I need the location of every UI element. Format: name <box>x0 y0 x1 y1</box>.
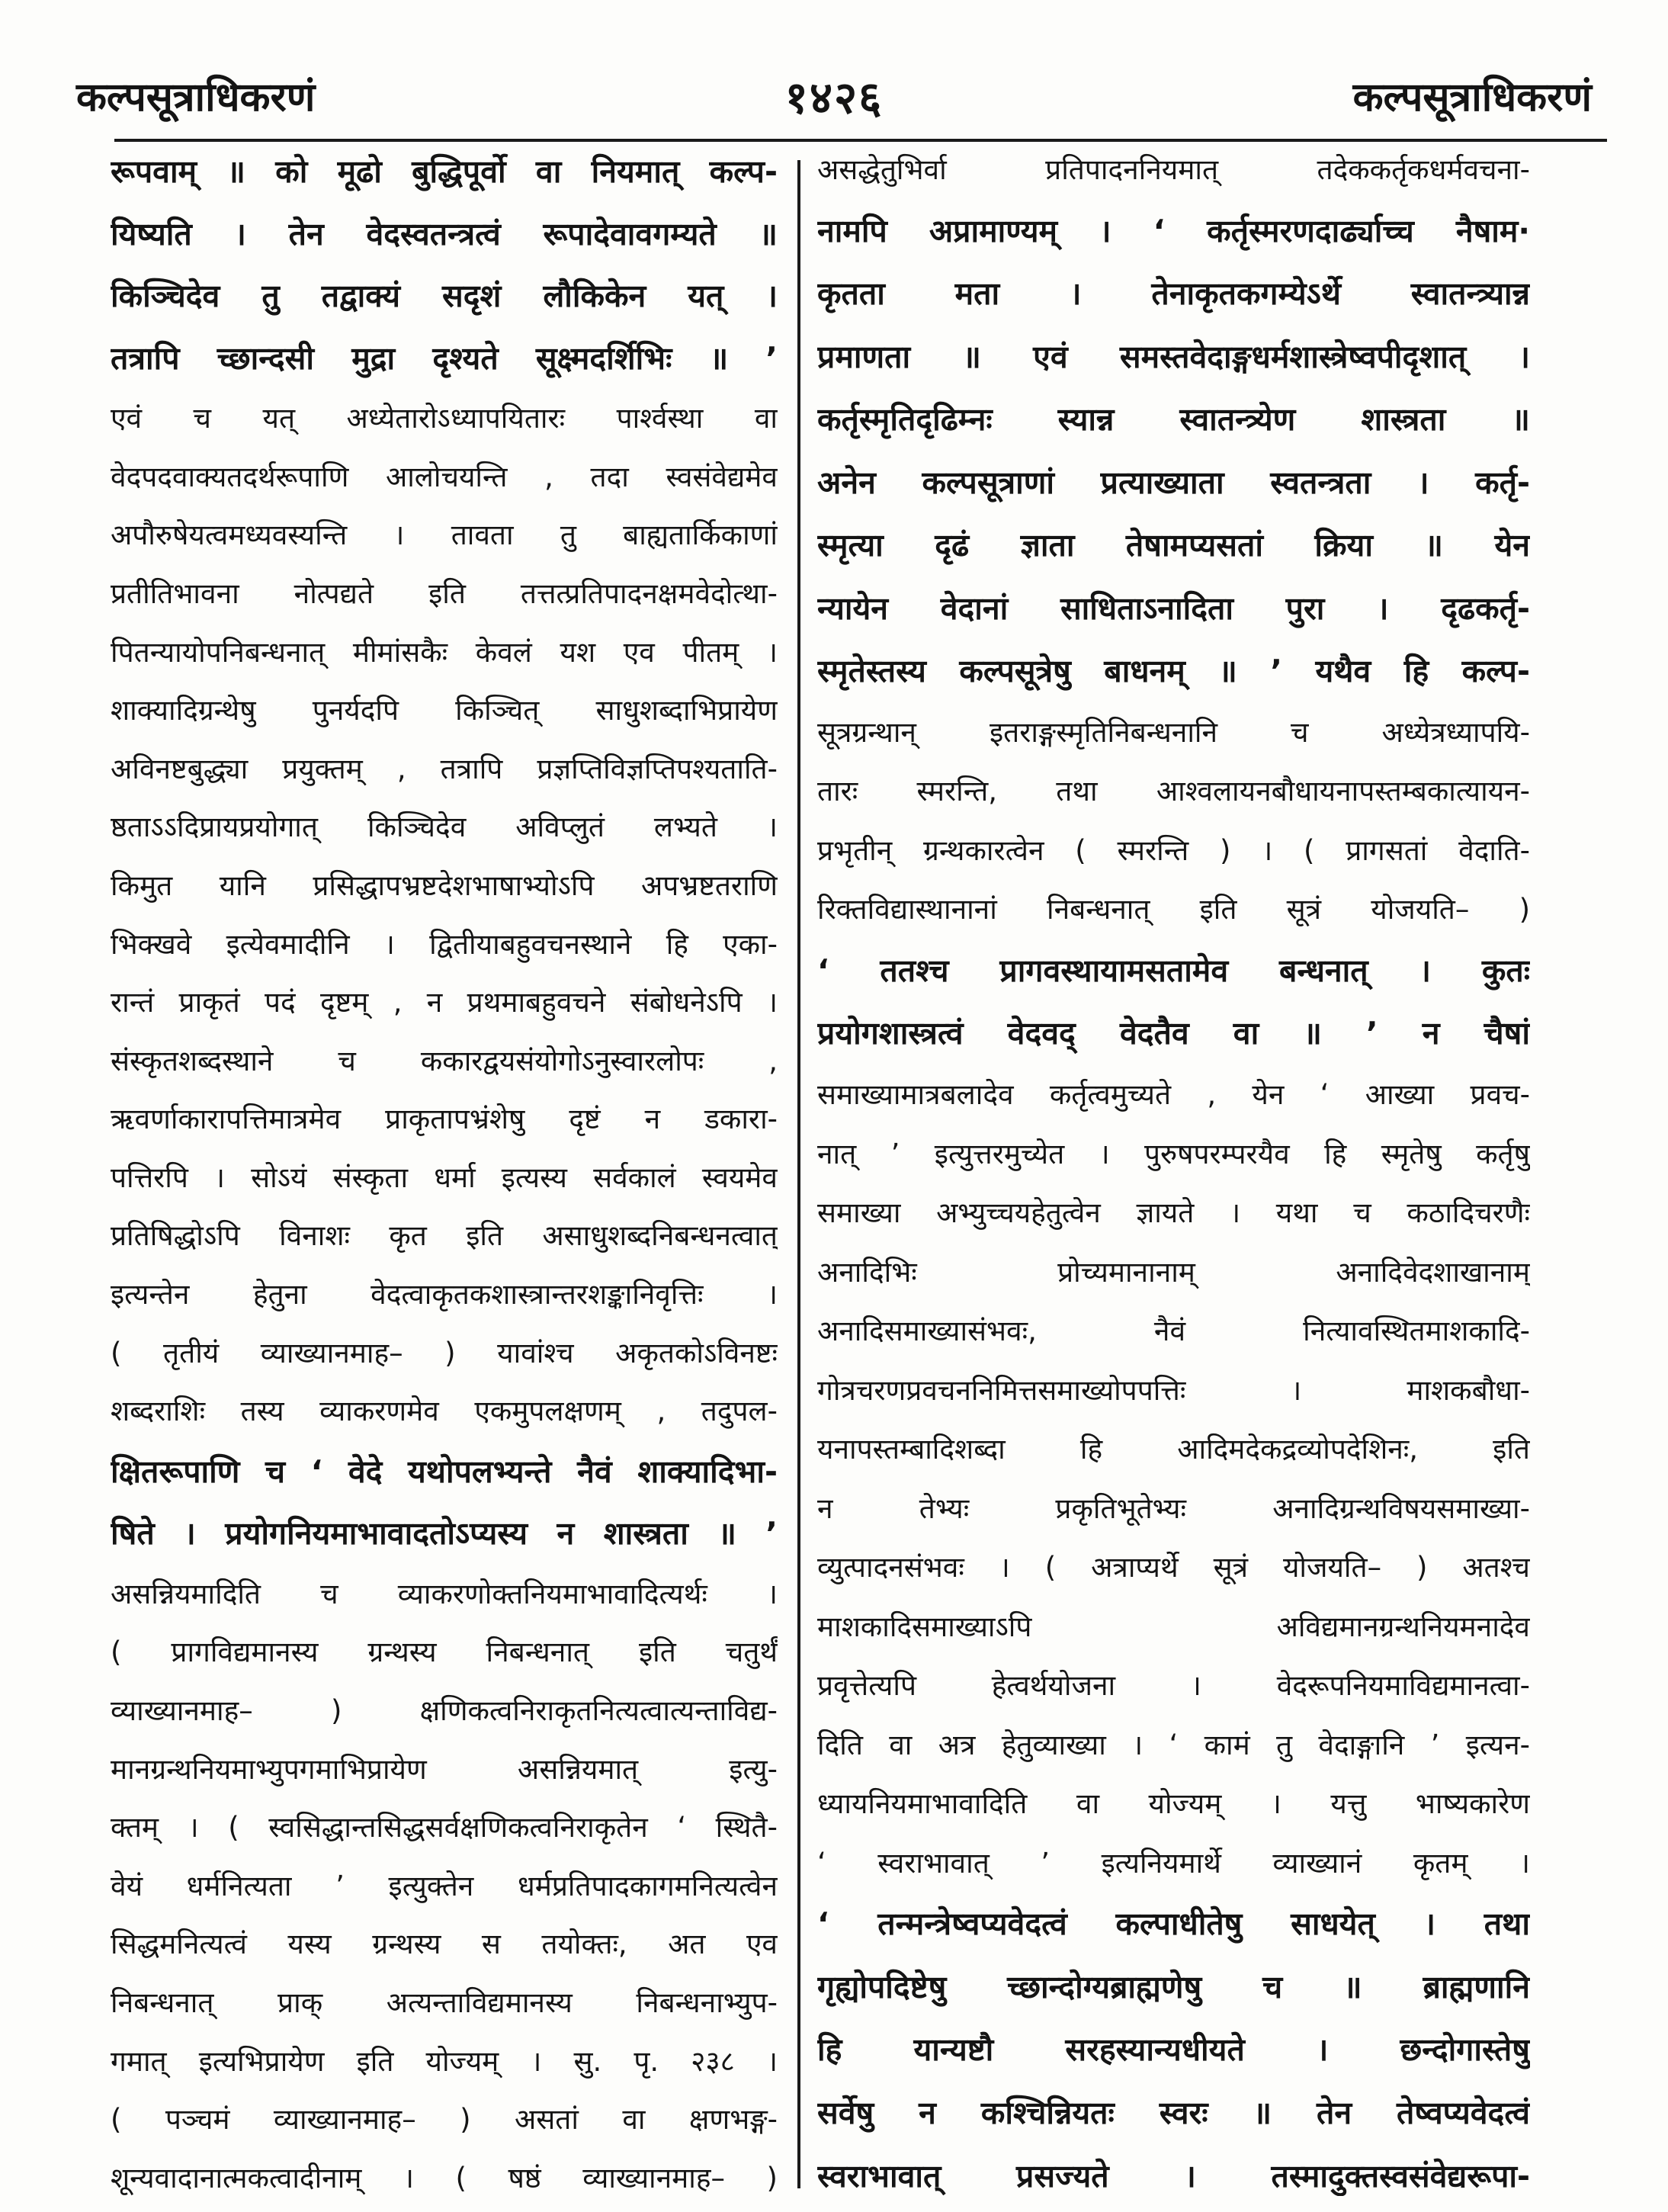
text-line: प्रतिषिद्धोऽपि विनाशः कृत इति असाधुशब्दनिबन्धनत्वात् <box>111 1219 778 1253</box>
text-line: हि यान्यष्टौ सरहस्यान्यधीयते । छन्दोगास्तेषु <box>817 2031 1530 2069</box>
text-line: ‘ स्वराभावात् ’ इत्यनियमार्थे व्याख्यानं कृतम् । <box>817 1846 1530 1880</box>
text-line: अनेन कल्पसूत्राणां प्रत्याख्याता स्वतन्त्रता । कर्तृ- <box>817 464 1530 501</box>
text-line: शब्दराशिः तस्य व्याकरणमेव एकमुपलक्षणम् , तदुपल- <box>111 1395 778 1428</box>
text-line: ऋवर्णाकारापत्तिमात्रमेव प्राकृतापभ्रंशेषु दृष्टं न डकारा- <box>111 1103 778 1136</box>
text-line: दिति वा अत्र हेतुव्याख्या । ‘ कामं तु वेदाङ्गानि ’ इत्यन- <box>817 1728 1530 1761</box>
text-line: अनादिसमाख्यासंभवः, नैवं नित्यावस्थितमाशकादि- <box>817 1315 1530 1348</box>
text-line: नामपि अप्रामाण्यम् । ‘ कर्तृस्मरणदार्ढ्याच्च नैषाम· <box>817 212 1530 249</box>
text-line: तत्रापि च्छान्दसी मुद्रा दृश्यते सूक्ष्मदर्शिभिः ॥ ’ <box>111 339 778 377</box>
text-line: सिद्धमनित्यत्वं यस्य ग्रन्थस्य स तयोक्तः, अत एव <box>111 1928 778 1961</box>
text-line: रूपवाम् ॥ को मूढो बुद्धिपूर्वो वा नियमात् कल्प- <box>111 153 778 190</box>
text-line: षिते । प्रयोगनियमाभावादतोऽप्यस्य न शास्त्रता ॥ ’ <box>111 1515 778 1552</box>
text-line: प्रभृतीन् ग्रन्थकारत्वेन ( स्मरन्ति ) । ( प्रागसतां वेदाति- <box>817 833 1530 867</box>
text-line: न्यायेन वेदानां साधिताऽनादिता पुरा । दृढकर्तृ- <box>817 589 1530 627</box>
running-title-left: कल्पसूत्राधिकरणं <box>76 74 316 120</box>
text-line: क्तम् । ( स्वसिद्धान्तसिद्धसर्वक्षणिकत्वनिराकृतेन ‘ स्थितै- <box>111 1811 778 1844</box>
text-line: वेयं धर्मनित्यता ’ इत्युक्तेन धर्मप्रतिपादकागमनित्यत्वेन <box>111 1869 778 1902</box>
text-line: ध्यायनियमाभावादिति वा योज्यम् । यत्तु भाष्यकारेण <box>817 1787 1530 1821</box>
text-line: गोत्रचरणप्रवचननिमित्तसमाख्योपपत्तिः । माशकबौधा- <box>817 1373 1530 1407</box>
column-divider <box>797 160 800 2188</box>
text-line: तारः स्मरन्ति, तथा आश्वलायनबौधायनापस्तम्बकात्यायन- <box>817 775 1530 808</box>
text-line: नात् ’ इत्युत्तरमुच्येत । पुरुषपरम्परयैव हि स्मृतेषु कर्तृषु <box>817 1137 1530 1170</box>
text-line: प्रतीतिभावना नोत्पद्यते इति तत्तत्प्रतिपादनक्षमवेदोत्था- <box>111 577 778 611</box>
text-line: रिक्तविद्यास्थानानां निबन्धनात् इति सूत्रं योजयति– ) <box>817 893 1530 926</box>
text-line: प्रमाणता ॥ एवं समस्तवेदाङ्गधर्मशास्त्रेष्वपीदृशात् । <box>817 338 1530 375</box>
text-line: ‘ तन्मन्त्रेष्वप्यवेदत्वं कल्पाधीतेषु साधयेत् । तथा <box>817 1905 1530 1943</box>
text-line: अनादिभिः प्रोच्यमानानाम् अनादिवेदशाखानाम् <box>817 1255 1530 1289</box>
page-header <box>76 61 1592 130</box>
text-line: पितन्यायोपनिबन्धनात् मीमांसकैः केवलं यश एव पीतम् । <box>111 635 778 669</box>
left-column <box>111 152 778 2196</box>
text-line: निबन्धनात् प्राक् अत्यन्ताविद्यमानस्य निबन्धनाभ्युप- <box>111 1986 778 2019</box>
text-line: शाक्यादिग्रन्थेषु पुनर्यदपि किञ्चित् साधुशब्दाभिप्रायेण <box>111 694 778 727</box>
page-number: १४२६ <box>784 71 884 124</box>
text-line: इत्यन्तेन हेतुना वेदत्वाकृतकशास्त्रान्तरशङ्कानिवृत्तिः । <box>111 1277 778 1311</box>
text-line: किञ्चिदेव तु तद्वाक्यं सदृशं लौकिकेन यत् । <box>111 278 778 315</box>
text-line: संस्कृतशब्दस्थाने च ककारद्वयसंयोगोऽनुस्वारलोपः , <box>111 1044 778 1077</box>
text-line: प्रवृत्तेत्यपि हेत्वर्थयोजना । वेदरूपनियमाविद्यमानत्वा- <box>817 1669 1530 1703</box>
text-line: कर्तृस्मृतिदृढिम्नः स्यान्न स्वातन्त्र्येण शास्त्रता ॥ <box>817 401 1530 438</box>
text-line: किमुत यानि प्रसिद्धापभ्रष्टदेशभाषाभ्योऽपि अपभ्रष्टतराणि <box>111 868 778 902</box>
text-line: समाख्यामात्रबलादेव कर्तृत्वमुच्यते , येन ‘ आख्या प्रवच- <box>817 1077 1530 1111</box>
text-line: क्षितरूपाणि च ‘ वेदे यथोपलभ्यन्ते नैवं शाक्यादिभा- <box>111 1453 778 1490</box>
text-line: गमात् इत्यभिप्रायेण इति योज्यम् । सु. पृ. २३८ । <box>111 2044 778 2078</box>
text-line: यिष्यति । तेन वेदस्वतन्त्रत्वं रूपादेवावगम्यते ॥ <box>111 215 778 252</box>
text-line: ( पञ्चमं व्याख्यानमाह– ) असतां वा क्षणभङ्ग- <box>111 2103 778 2137</box>
text-line: माशकादिसमाख्याऽपि अविद्यमानग्रन्थनियमनादेव <box>817 1610 1530 1643</box>
text-line: अपौरुषेयत्वमध्यवस्यन्ति । तावता तु बाह्यतार्किकाणां <box>111 518 778 552</box>
text-line: स्मृतेस्तस्य कल्पसूत्रेषु बाधनम् ॥ ’ यथैव हि कल्प- <box>817 653 1530 690</box>
text-line: कृतता मता । तेनाकृतकगम्येऽर्थे स्वातन्त्र्यान्न <box>817 275 1530 313</box>
text-line: असन्नियमादिति च व्याकरणोक्तनियमाभावादित्यर्थः । <box>111 1577 778 1610</box>
text-line: शून्यवादानात्मकत्वादीनाम् । ( षष्ठं व्याख्यानमाह– ) <box>111 2161 778 2194</box>
text-line: ष्ठताऽऽदिप्रायप्रयोगात् किञ्चिदेव अविप्लुतं लभ्यते । <box>111 811 778 844</box>
text-line: ( तृतीयं व्याख्यानमाह– ) यावांश्च अकृतकोऽविनष्टः <box>111 1336 778 1369</box>
text-line: यनापस्तम्बादिशब्दा हि आदिमदेकद्रव्योपदेशिनः, इति <box>817 1433 1530 1466</box>
text-line: स्वराभावात् प्रसज्यते । तस्मादुक्तस्वसंवेद्यरूपा- <box>817 2157 1530 2194</box>
text-line: अविनष्टबुद्ध्या प्रयुक्तम् , तत्रापि प्रज्ञप्तिविज्ञप्तिपश्यताति- <box>111 752 778 785</box>
text-line: भिक्खवे इत्येवमादीनि । द्वितीयाबहुवचनस्थाने हि एका- <box>111 927 778 961</box>
right-column <box>817 152 1530 2196</box>
text-line: स्मृत्या दृढं ज्ञाता तेषामप्यसतां क्रिया ॥ येन <box>817 527 1530 564</box>
text-line: व्याख्यानमाह– ) क्षणिकत्वनिराकृतनित्यत्वात्यन्ताविद्य- <box>111 1694 778 1728</box>
text-line: असद्धेतुभिर्वा प्रतिपादननियमात् तदेककर्तृकधर्मवचना- <box>817 153 1530 186</box>
text-line: पत्तिरपि । सोऽयं संस्कृता धर्मा इत्यस्य सर्वकालं स्वयमेव <box>111 1161 778 1194</box>
text-line: समाख्या अभ्युच्चयहेतुत्वेन ज्ञायते । यथा च कठादिचरणैः <box>817 1196 1530 1230</box>
text-line: ( प्रागविद्यमानस्य ग्रन्थस्य निबन्धनात् इति चतुर्थं <box>111 1636 778 1669</box>
text-line: मानग्रन्थनियमाभ्युपगमाभिप्रायेण असन्नियमात् इत्यु- <box>111 1752 778 1786</box>
header-rule <box>114 139 1607 142</box>
text-line: न तेभ्यः प्रकृतिभूतेभ्यः अनादिग्रन्थविषयसमाख्या- <box>817 1491 1530 1525</box>
text-line: प्रयोगशास्त्रत्वं वेदवद् वेदतैव वा ॥ ’ न चैषां <box>817 1015 1530 1052</box>
text-line: एवं च यत् अध्येतारोऽध्यापयितारः पार्श्वस्था वा <box>111 402 778 435</box>
text-line: व्युत्पादनसंभवः । ( अत्राप्यर्थे सूत्रं योजयति– ) अतश्च <box>817 1551 1530 1584</box>
running-title-right: कल्पसूत्राधिकरणं <box>1352 74 1592 120</box>
text-line: गृह्योपदिष्टेषु च्छान्दोग्यब्राह्मणेषु च ॥ ब्राह्मणानि <box>817 1968 1530 2005</box>
text-line: वेदपदवाक्यतदर्थरूपाणि आलोचयन्ति , तदा स्वसंवेद्यमेव <box>111 460 778 493</box>
text-line: ‘ ततश्च प्रागवस्थायामसतामेव बन्धनात् । कुतः <box>817 952 1530 989</box>
text-line: सर्वेषु न कश्चिन्नियतः स्वरः ॥ तेन तेष्वप्यवेदत्वं <box>817 2095 1530 2131</box>
text-line: रान्तं प्राकृतं पदं दृष्टम् , न प्रथमाबहुवचने संबोधनेऽपि । <box>111 986 778 1019</box>
text-line: सूत्रग्रन्थान् इतराङ्गस्मृतिनिबन्धनानि च अध्येत्रध्यापयि- <box>817 715 1530 749</box>
